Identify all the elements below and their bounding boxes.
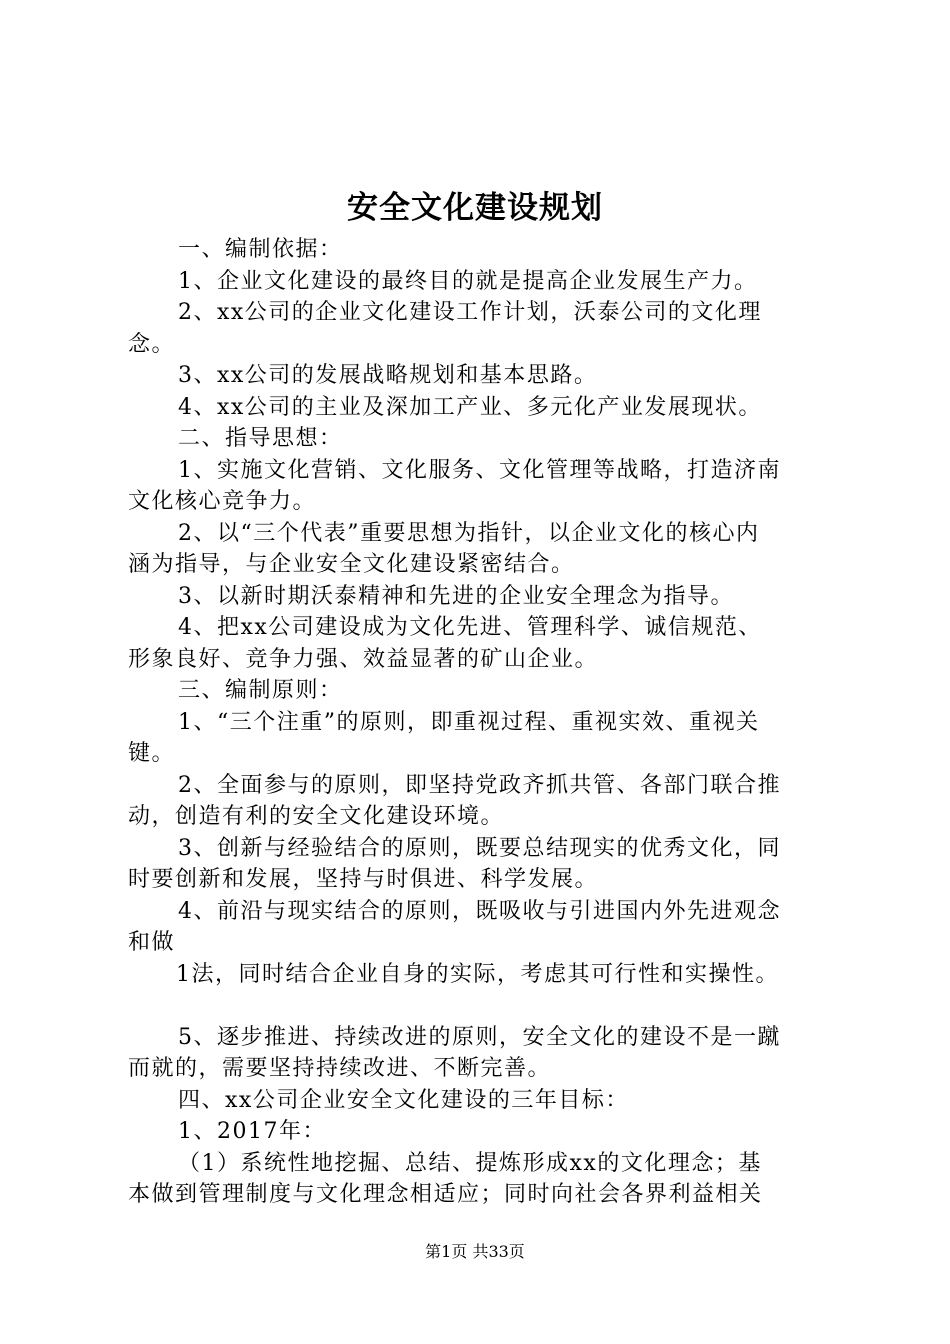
paragraph-line: （1）系统性地挖掘、总结、提炼形成xx的文化理念；基 — [178, 1150, 762, 1176]
paragraph-line: 1、实施文化营销、文化服务、文化管理等战略，打造济南 — [178, 457, 781, 483]
paragraph-line: 而就的，需要坚持持续改进、不断完善。 — [128, 1056, 552, 1081]
paragraph-line: 1、2017年： — [178, 1119, 326, 1144]
paragraph-line: 动，创造有利的安全文化建设环境。 — [128, 804, 505, 829]
paragraph-line: 键。 — [128, 741, 176, 766]
paragraph-line: 2、以“三个代表”重要思想为指针，以企业文化的核心内 — [178, 520, 760, 546]
paragraph-line: 5、逐步推进、持续改进的原则，安全文化的建设不是一蹴 — [178, 1024, 781, 1050]
paragraph-line: 和做 — [128, 930, 176, 955]
paragraph-line: 涵为指导，与企业安全文化建设紧密结合。 — [128, 552, 575, 577]
section-heading-4: 四、xx公司企业安全文化建设的三年目标： — [178, 1087, 629, 1113]
blank-line — [128, 990, 828, 1022]
paragraph-line: 3、创新与经验结合的原则，既要总结现实的优秀文化，同 — [178, 835, 781, 861]
paragraph-line: 1法，同时结合企业自身的实际，考虑其可行性和实操性。 — [176, 961, 779, 987]
paragraph-line: 文化核心竞争力。 — [128, 489, 317, 514]
document-title: 安全文化建设规划 — [347, 190, 603, 226]
paragraph-line: 1、企业文化建设的最终目的就是提高企业发展生产力。 — [178, 268, 758, 294]
section-heading-3: 三、编制原则： — [178, 678, 343, 703]
paragraph-line: 形象良好、竞争力强、效益显著的矿山企业。 — [128, 646, 599, 672]
section-heading-1: 一、编制依据： — [178, 237, 343, 262]
paragraph-line: 本做到管理制度与文化理念相适应；同时向社会各界利益相关 — [128, 1182, 763, 1207]
paragraph-line: 念。 — [128, 331, 176, 357]
paragraph-line: 4、前沿与现实结合的原则，既吸收与引进国内外先进观念 — [178, 898, 781, 924]
paragraph-line: 1、“三个注重”的原则，即重视过程、重视实效、重视关 — [178, 709, 760, 735]
paragraph-line: 2、全面参与的原则，即坚持党政齐抓共管、各部门联合推 — [178, 772, 781, 798]
paragraph-line: 2、xx公司的企业文化建设工作计划，沃泰公司的文化理 — [178, 300, 762, 325]
paragraph-line: 3、xx公司的发展战略规划和基本思路。 — [178, 363, 598, 388]
paragraph-line: 4、xx公司的主业及深加工产业、多元化产业发展现状。 — [178, 394, 762, 420]
section-heading-2: 二、指导思想： — [178, 426, 343, 451]
document-body — [128, 234, 828, 1211]
page-footer: 第1页 共33页 — [425, 1242, 525, 1261]
paragraph-line: 3、以新时期沃泰精神和先进的企业安全理念为指导。 — [178, 583, 734, 609]
paragraph-line: 时要创新和发展，坚持与时俱进、科学发展。 — [128, 867, 599, 892]
paragraph-line: 4、把xx公司建设成为文化先进、管理科学、诚信规范、 — [178, 615, 762, 640]
